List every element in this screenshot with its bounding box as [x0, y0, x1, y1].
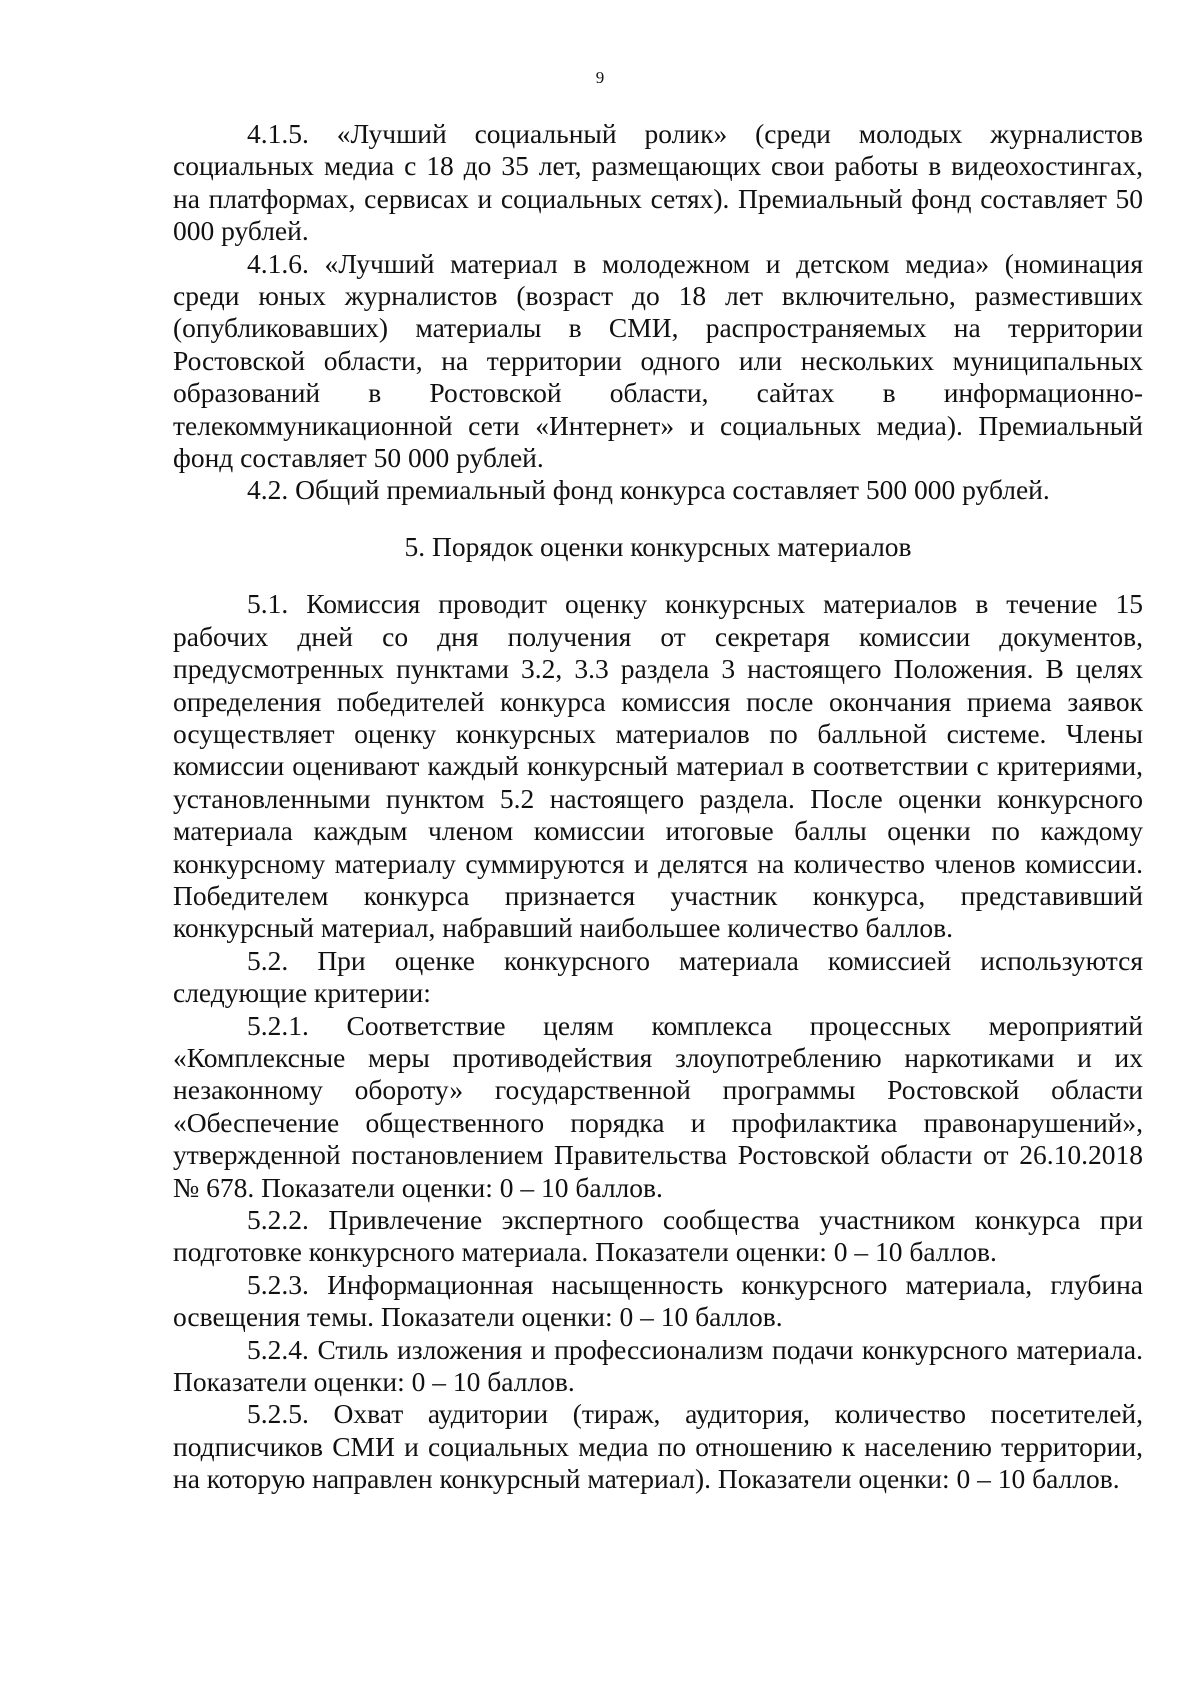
paragraph-5-2-3: 5.2.3. Информационная насыщенность конкурсного материала, глубина освещения темы. Показатели оценки: 0 – 10 баллов. [173, 1268, 1143, 1333]
document-body [173, 118, 1143, 1496]
section-5-heading: 5. Порядок оценки конкурсных материалов [404, 530, 912, 562]
paragraph-5-2: 5.2. При оценке конкурсного материала комиссией используются следующие критерии: [173, 944, 1143, 1009]
paragraph-5-2-4: 5.2.4. Стиль изложения и профессионализм подачи конкурсного материала. Показатели оценки: 0 – 10 баллов. [173, 1333, 1143, 1398]
paragraph-5-1: 5.1. Комиссия проводит оценку конкурсных материалов в течение 15 рабочих дней со дня получения от секретаря комиссии документов, предусмотренных пунктами 3.2, 3.3 раздела 3 настоящего Положения. В целях определения победителей конкурса комиссия после окончания приема заявок осуществляет оценку конкурсных материалов по балльной системе. Члены комиссии оценивают каждый конкурсный материал в соответствии с критериями, установленными пунктом 5.2 настоящего раздела. После оценки конкурсного материала каждым членом комиссии итоговые баллы оценки по каждому конкурсному материалу суммируются и делятся на количество членов комиссии. Победителем конкурса признается участник конкурса, представивший конкурсный материал, набравший наибольшее количество баллов. [173, 588, 1143, 944]
paragraph-5-2-5: 5.2.5. Охват аудитории (тираж, аудитория, количество посетителей, подписчиков СМИ и социальных медиа по отношению к населению территории, на которую направлен конкурсный материал). Показатели оценки: 0 – 10 баллов. [173, 1398, 1143, 1495]
paragraph-5-2-1: 5.2.1. Соответствие целям комплекса процессных мероприятий «Комплексные меры противодействия злоупотреблению наркотиками и их незаконному обороту» государственной программы Ростовской области «Обеспечение общественного порядка и профилактика правонарушений», утвержденной постановлением Правительства Ростовской области от 26.10.2018 № 678. Показатели оценки: 0 – 10 баллов. [173, 1009, 1143, 1203]
paragraph-5-2-2: 5.2.2. Привлечение экспертного сообщества участником конкурса при подготовке конкурсного материала. Показатели оценки: 0 – 10 баллов. [173, 1204, 1143, 1268]
page-number: 9 [595, 68, 605, 87]
paragraph-4-1-6: 4.1.6. «Лучший материал в молодежном и детском медиа» (номинация среди юных журналистов (возраст до 18 лет включительно, разместивших (опубликовавших) материалы в СМИ, распространяемых на территории Ростовской области, на территории одного или нескольких муниципальных образований в Ростовской области, сайтах в информационно-телекоммуникационной сети «Интернет» и социальных медиа). Премиальный фонд составляет 50 000 рублей. [173, 247, 1143, 474]
paragraph-4-2: 4.2. Общий премиальный фонд конкурса составляет 500 000 рублей. [247, 474, 1050, 506]
paragraph-4-1-5: 4.1.5. «Лучший социальный ролик» (среди молодых журналистов социальных медиа с 18 до 35 лет, размещающих свои работы в видеохостингах, на платформах, сервисах и социальных сетях). Премиальный фонд составляет 50 000 рублей. [173, 118, 1143, 247]
